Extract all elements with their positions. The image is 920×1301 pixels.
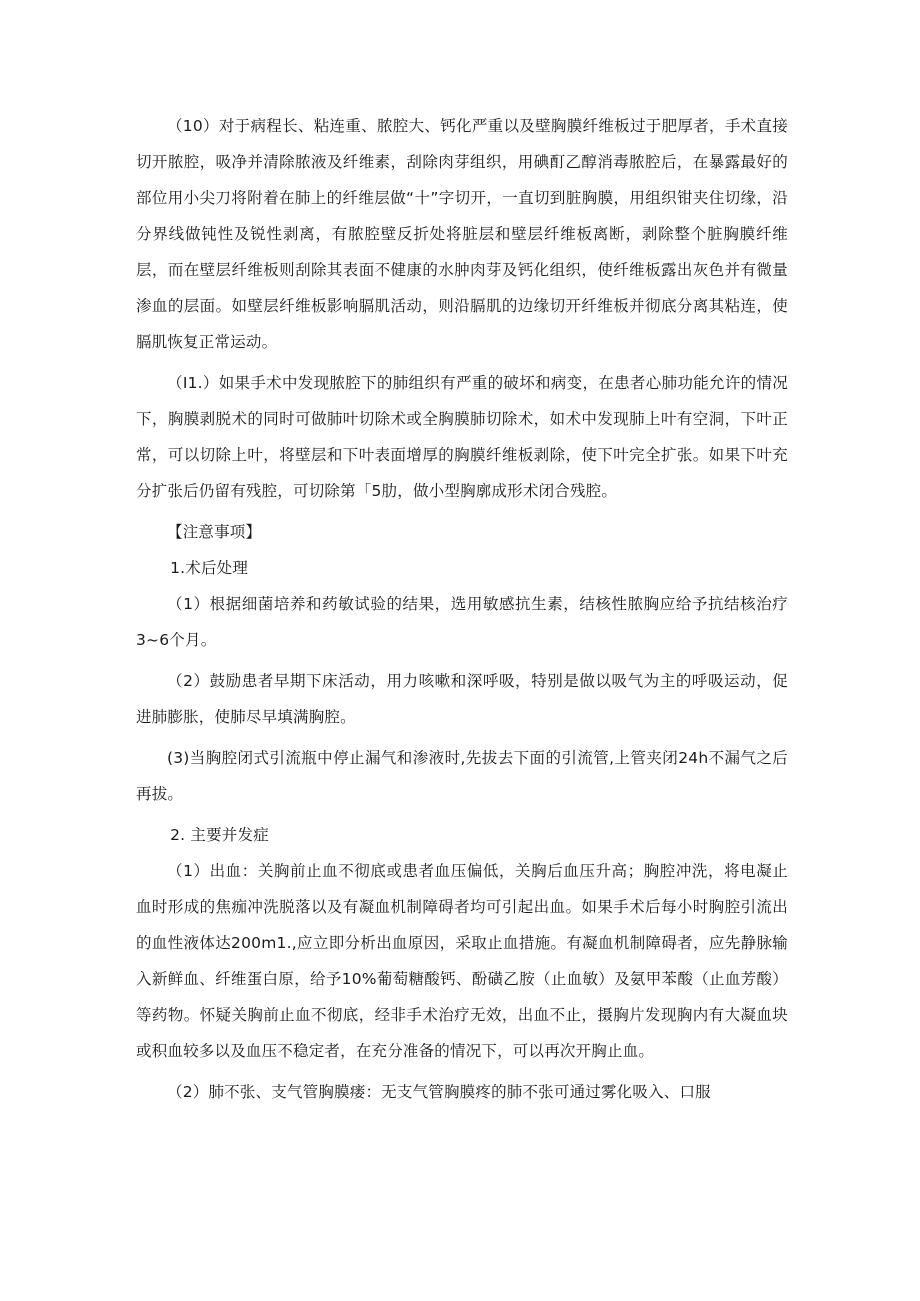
postop-care-item-1: （1）根据细菌培养和药敏试验的结果，选用敏感抗生素，结核性脓胸应给予抗结核治疗3~6个月。: [136, 595, 788, 649]
document-body: [136, 108, 788, 1110]
postop-care-item-2: （2）鼓励患者早期下床活动，用力咳嗽和深呼吸，特别是做以吸气为主的呼吸运动，促进肺膨胀，使肺尽早填满胸腔。: [136, 672, 788, 726]
section-postop-care-heading: 1.术后处理: [170, 559, 249, 577]
postop-care-item-3: (3)当胸腔闭式引流瓶中停止漏气和渗液时,先拔去下面的引流管,上管夹闭24h不漏气之后再拔。: [136, 749, 788, 803]
paragraph-decortication-step-11: （I1.）如果手术中发现脓腔下的肺组织有严重的破坏和病变，在患者心肺功能允许的情况下，胸膜剥脱术的同时可做肺叶切除术或全胸膜肺切除术，如术中发现肺上叶有空洞，下叶正常，可以切除上叶，将壁层和下叶表面增厚的胸膜纤维板剥除，使下叶完全扩张。如果下叶充分扩张后仍留有残腔，可切除第「5肋，做小型胸廓成形术闭合残腔。: [136, 374, 788, 500]
complication-item-1: （1）出血：关胸前止血不彻底或患者血压偏低，关胸后血压升高；胸腔冲洗，将电凝止血时形成的焦痂冲洗脱落以及有凝血机制障碍者均可引起出血。如果手术后每小时胸腔引流出的血性液体达200m1.,应立即分析出血原因，采取止血措施。有凝血机制障碍者，应先静脉输入新鲜血、纤维蛋白原，给予10%葡萄糖酸钙、酚磺乙胺（止血敏）及氨甲苯酸（止血芳酸）等药物。怀疑关胸前止血不彻底，经非手术治疗无效，出血不止，摄胸片发现胸内有大凝血块或积血较多以及血压不稳定者，在充分准备的情况下，可以再次开胸止血。: [136, 862, 788, 1060]
section-complications-heading: 2. 主要并发症: [170, 826, 269, 844]
complication-item-2: （2）肺不张、支气管胸膜瘘：无支气管胸膜疼的肺不张可通过雾化吸入、口服: [167, 1083, 711, 1101]
paragraph-decortication-step-10: （10）对于病程长、粘连重、脓腔大、钙化严重以及壁胸膜纤维板过于肥厚者，手术直接切开脓腔，吸净并清除脓液及纤维素，刮除肉芽组织，用碘酊乙醇消毒脓腔后，在暴露最好的部位用小尖刀将附着在肺上的纤维层做“十”字切开，一直切到脏胸膜，用组织钳夹住切缘，沿分界线做钝性及锐性剥离，有脓腔壁反折处将脏层和壁层纤维板离断，剥除整个脏胸膜纤维层，而在壁层纤维板则刮除其表面不健康的水肿肉芽及钙化组织，使纤维板露出灰色并有微量渗血的层面。如壁层纤维板影响膈肌活动，则沿膈肌的边缘切开纤维板并彻底分离其粘连，使膈肌恢复正常运动。: [136, 117, 788, 351]
notes-heading: 【注意事项】: [167, 523, 262, 541]
